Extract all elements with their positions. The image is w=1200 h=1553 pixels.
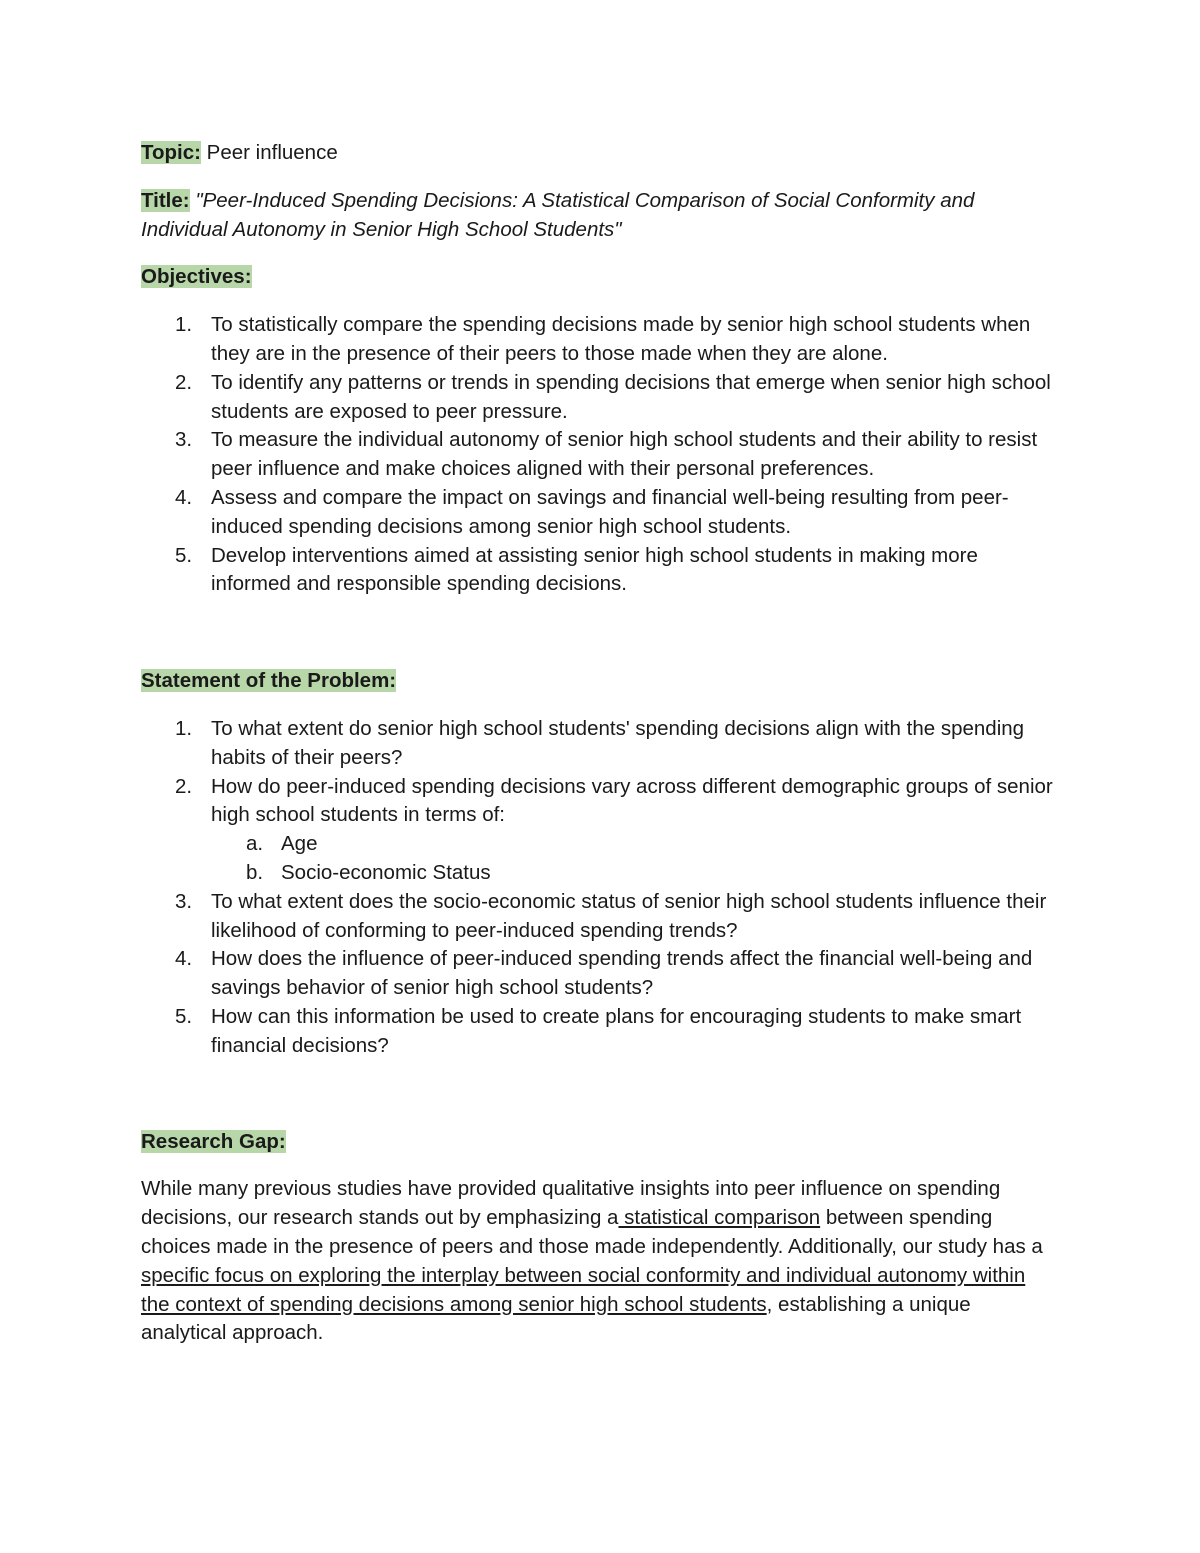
list-item-text: Assess and compare the impact on savings and financial well-being resulting from peer-induced spending decisions among senior high school students. xyxy=(211,485,1009,538)
list-item-text: To statistically compare the spending decisions made by senior high school students when they are in the presence of their peers to those made when they are alone. xyxy=(211,313,1031,365)
title-value: "Peer-Induced Spending Decisions: A Statistical Comparison of Social Conformity and Individual Autonomy in Senior High School Students" xyxy=(141,188,975,241)
objectives-list xyxy=(141,311,1053,599)
research-gap-text-3: , establishing a unique analytical approach. xyxy=(141,1292,971,1345)
topic-value: Peer influence xyxy=(206,141,338,164)
research-gap-heading: Research Gap: xyxy=(141,1129,286,1153)
problem-heading-line xyxy=(141,667,1053,696)
list-marker: 5. xyxy=(175,1004,193,1028)
objectives-heading-line xyxy=(141,263,1053,292)
research-gap-paragraph xyxy=(141,1175,1053,1348)
list-item xyxy=(141,369,1053,427)
list-item-text: To identify any patterns or trends in spending decisions that emerge when senior high school students are exposed to peer pressure. xyxy=(211,370,1051,423)
list-item-text: To what extent does the socio-economic status of senior high school students influence their likelihood of conforming to peer-induced spending trends? xyxy=(211,889,1047,942)
spacer xyxy=(141,599,1053,667)
topic-line xyxy=(141,139,1053,168)
sublist-item-text: Age xyxy=(281,832,318,856)
list-marker: 4. xyxy=(175,947,193,971)
problem-heading: Statement of the Problem: xyxy=(141,669,397,693)
list-item xyxy=(141,426,1053,484)
sublist-item xyxy=(211,859,1053,888)
list-item-text: Develop interventions aimed at assisting senior high school students in making more informed and responsible spending decisions. xyxy=(211,543,978,596)
list-item xyxy=(141,542,1053,600)
list-marker: 1. xyxy=(175,313,193,337)
list-marker: 2. xyxy=(175,774,193,798)
problem-sublist xyxy=(211,830,1053,888)
list-item xyxy=(141,484,1053,542)
spacer xyxy=(141,1061,1053,1128)
list-item xyxy=(141,773,1053,888)
list-item-text: How does the influence of peer-induced spending trends affect the financial well-being and savings behavior of senior high school students? xyxy=(211,947,1033,1000)
problem-list xyxy=(141,715,1053,1061)
research-gap-text-2: between spending choices made in the presence of peers and those made independently. Additionally, our study has a xyxy=(141,1206,1043,1258)
objectives-heading: Objectives: xyxy=(141,265,252,289)
list-marker: 3. xyxy=(175,889,193,913)
list-item xyxy=(141,1003,1053,1061)
research-gap-underline-2: specific focus on exploring the interplay between social conformity and individual autonomy within the context of spending decisions among senior high school students xyxy=(141,1263,1026,1316)
list-item xyxy=(141,888,1053,946)
list-marker: 5. xyxy=(175,543,193,567)
title-label: Title: xyxy=(141,188,190,212)
document-page xyxy=(141,139,1053,1348)
sublist-item-text: Socio-economic Status xyxy=(281,860,491,884)
list-marker: 4. xyxy=(175,485,193,509)
list-marker: 2. xyxy=(175,370,193,394)
sublist-item xyxy=(211,830,1053,859)
sublist-marker: b. xyxy=(246,860,264,884)
list-item-text: To what extent do senior high school students' spending decisions align with the spending habits of their peers? xyxy=(211,716,1025,769)
list-item-text: How do peer-induced spending decisions vary across different demographic groups of senior high school students in terms of: xyxy=(211,774,1053,827)
list-item-text: To measure the individual autonomy of senior high school students and their ability to resist peer influence and make choices aligned with their personal preferences. xyxy=(211,428,1038,481)
list-item xyxy=(141,945,1053,1003)
research-gap-heading-line xyxy=(141,1128,1053,1157)
topic-label: Topic: xyxy=(141,141,201,164)
research-gap-text-1: While many previous studies have provided qualitative insights into peer influence on spending decisions, our research stands out by emphasizing a xyxy=(141,1177,1001,1230)
title-line xyxy=(141,187,1053,245)
list-item xyxy=(141,311,1053,369)
list-item xyxy=(141,715,1053,773)
list-item-text: How can this information be used to create plans for encouraging students to make smart financial decisions? xyxy=(211,1004,1022,1057)
list-marker: 3. xyxy=(175,428,193,452)
sublist-marker: a. xyxy=(246,832,264,856)
research-gap-underline-1: statistical comparison xyxy=(618,1206,821,1230)
list-marker: 1. xyxy=(175,716,193,740)
